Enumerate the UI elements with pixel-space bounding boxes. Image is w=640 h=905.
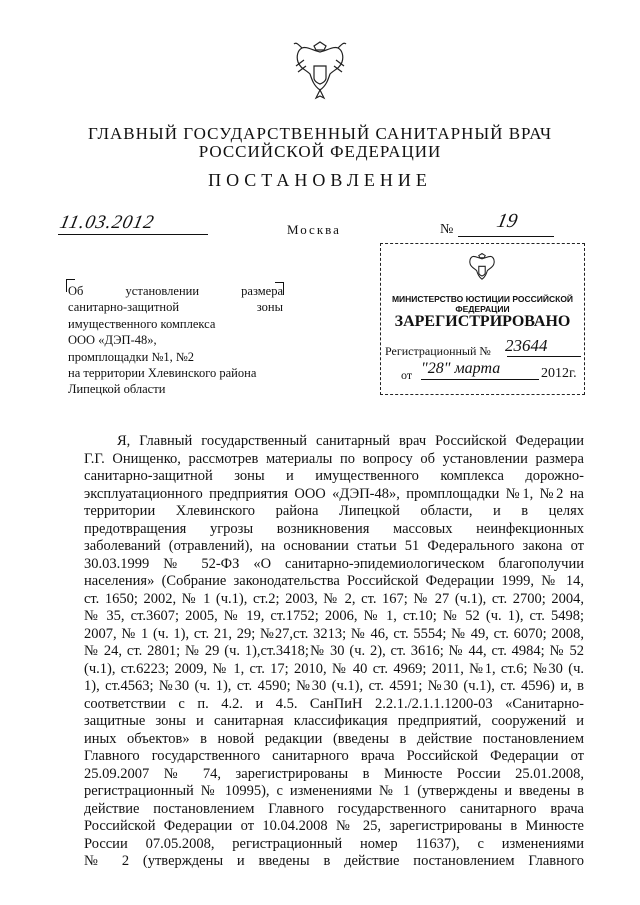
document-number-label: № <box>440 222 454 237</box>
body-line: иных объектов» в новой редакции (введены в действие постановлением <box>84 730 584 747</box>
body-line: № 35, ст.3607; 2005, № 19, ст.1752; 2006, № 1, ст.10; № 52 (ч. 1), ст. 5498; <box>84 608 584 624</box>
document-type-title: ПОСТАНОВЛЕНИЕ <box>208 170 432 190</box>
body-line: 25.09.2007 № 74, зарегистрированы в Минюсте России 25.01.2008, <box>84 765 584 782</box>
body-line: № 2 (утверждены и введены в действие постановлением Главного <box>84 853 584 869</box>
body-line: регистрационный № 10995), с изменениями № 1 (утверждены и введены в <box>84 783 584 799</box>
document-city: Москва <box>287 222 341 237</box>
stamp-registered-title: ЗАРЕГИСТРИРОВАНО <box>394 313 571 330</box>
body-line: ст. 1650; 2002, № 1 (ч.1), ст.2; 2003, № 2, ст. 167; № 27 (ч.1), ст. 2700; 2004, <box>84 590 584 607</box>
body-line: Я, Главный государственный санитарный врач Российской Федерации <box>117 433 584 449</box>
body-line: населения» (Собрание законодательства Российской Федерации 1999, № 14, <box>84 573 584 589</box>
body-line: соответствии с п. 4.2. и 4.5. СанПиН 2.2.1./2.1.1.1200-03 «Санитарно- <box>84 695 584 712</box>
issuing-authority-line-1: ГЛАВНЫЙ ГОСУДАРСТВЕННЫЙ САНИТАРНЫЙ ВРАЧ <box>87 124 553 143</box>
body-line: № 24, ст. 2801; № 29 (ч. 1),ст.3418;№ 30 (ч. 2), ст. 3616; № 44, ст. 4984; № 52 <box>84 643 584 659</box>
stamp-reg-number-label: Регистрационный № <box>385 344 491 358</box>
stamp-reg-number: 23644 <box>505 336 548 355</box>
body-line: заболеваний (отравлений), на основании статьи 51 Федерального закона от <box>84 538 584 554</box>
body-line: эксплуатационного предприятия ООО «ДЭП-48», промплощадки №1, №2 на <box>84 485 584 502</box>
body-line: России 07.05.2008, регистрационный номер 11637), с изменениями <box>84 835 584 852</box>
number-underline <box>458 236 554 237</box>
subject-line: ООО «ДЭП-48», <box>68 333 157 348</box>
body-line: санитарно-защитной зоны и имущественного комплекса дорожно- <box>84 468 584 484</box>
subject-line: Об установлении размера <box>68 284 283 298</box>
stamp-emblem <box>467 252 497 286</box>
document-subject <box>68 283 283 398</box>
stamp-date-prefix: от <box>401 368 413 382</box>
document-number: 19 <box>494 210 520 232</box>
body-line: защитные зоны и санитарная классификация предприятий, сооружений и <box>84 713 584 729</box>
body-line: Г.Г. Онищенко, рассмотрев материалы по вопросу об установлении размера <box>84 450 584 467</box>
subject-line: промплощадки №1, №2 <box>68 349 195 364</box>
body-line: 1), ст.4563; №30 (ч. 1), ст. 4590; №30 (ч.1), ст. 4591; №30 (ч.1), ст. 4596) и, в <box>84 678 584 694</box>
stamp-number-underline <box>507 356 581 357</box>
subject-line: санитарно-защитной зоны <box>68 300 283 315</box>
body-line: Главного государственного санитарного врача Российской Федерации от <box>84 748 584 764</box>
body-line: (ч.1), ст.6223; 2009, № 1, ст. 17; 2010, № 40 ст. 4969; 2011, №1, ст.6; №30 (ч. <box>84 660 584 677</box>
issuing-authority-line-2: РОССИЙСКОЙ ФЕДЕРАЦИИ <box>198 142 442 161</box>
body-line: предотвращения угрозы возникновения массовых неинфекционных <box>84 520 584 537</box>
subject-line: имущественного комплекса <box>68 316 216 331</box>
stamp-year: 2012г. <box>541 366 577 381</box>
document-date: 11.03.2012 <box>57 212 157 233</box>
body-line: 2007, № 1 (ч. 1), ст. 21, 29; №27,ст. 3213; № 46, ст. 5554; № 49, ст. 6070; 2008, <box>84 625 584 642</box>
document-body <box>84 433 584 871</box>
body-line: 30.03.1999 № 52-ФЗ «О санитарно-эпидемиологическом благополучии <box>84 555 584 572</box>
stamp-ministry: МИНИСТЕРСТВО ЮСТИЦИИ РОССИЙСКОЙ ФЕДЕРАЦИИ <box>391 294 574 314</box>
stamp-date-underline <box>421 379 539 380</box>
registration-stamp <box>380 243 585 395</box>
subject-line: Липецкой области <box>68 382 166 397</box>
subject-line: на территории Хлевинского района <box>68 366 257 381</box>
body-line: Российской Федерации от 10.04.2008 № 25, зарегистрированы в Минюсте <box>84 818 584 834</box>
stamp-date: "28" марта <box>421 360 501 377</box>
date-underline <box>58 234 208 235</box>
body-line: территории Хлевинского района Липецкой области, и в целях <box>84 503 584 519</box>
coat-of-arms-emblem <box>292 40 348 102</box>
body-line: действие постановлением Главного государственного санитарного врача <box>84 800 584 817</box>
